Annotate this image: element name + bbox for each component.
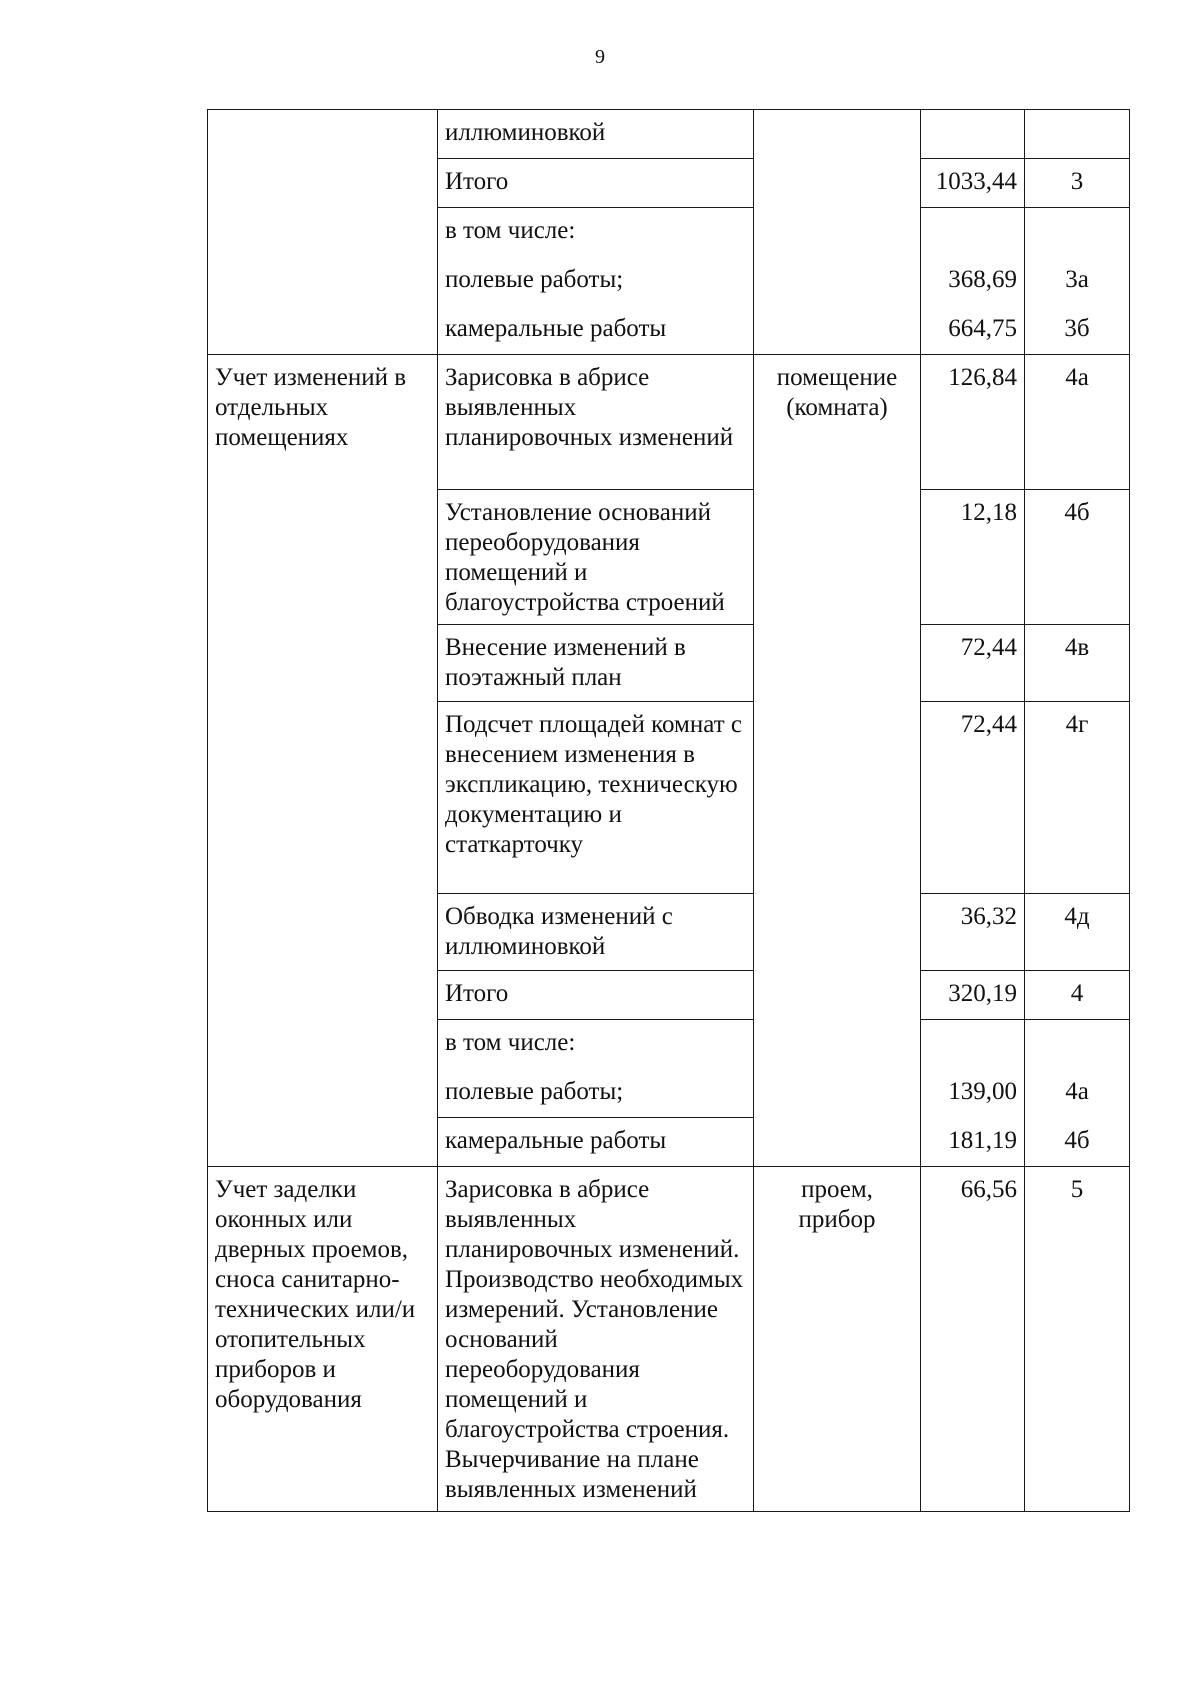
code-cell: 4а xyxy=(1025,355,1130,490)
work-cell: Установление оснований переоборудования помещений и благоустройства строений xyxy=(438,490,754,625)
section-name-cell: Учет изменений в отдельных помещениях xyxy=(208,355,438,1167)
page-number: 9 xyxy=(595,46,605,68)
work-cell: Итого xyxy=(438,971,754,1020)
work-cell: полевые работы; xyxy=(438,1069,754,1118)
value-cell xyxy=(921,110,1025,159)
value-cell: 139,00 xyxy=(921,1069,1025,1118)
value-cell: 320,19 xyxy=(921,971,1025,1020)
tariff-table xyxy=(207,109,1130,1512)
value-cell: 1033,44 xyxy=(921,159,1025,208)
code-cell xyxy=(1025,1020,1130,1069)
value-cell: 72,44 xyxy=(921,702,1025,894)
code-cell: 4б xyxy=(1025,1118,1130,1167)
table-row xyxy=(208,355,1130,490)
table-row xyxy=(208,1167,1130,1512)
value-cell xyxy=(921,208,1025,257)
work-cell: в том числе: xyxy=(438,1020,754,1069)
section-name-cell xyxy=(208,110,438,355)
code-cell: 3б xyxy=(1025,306,1130,355)
value-cell: 66,56 xyxy=(921,1167,1025,1512)
code-cell: 3а xyxy=(1025,257,1130,306)
code-cell: 4а xyxy=(1025,1069,1130,1118)
code-cell: 4б xyxy=(1025,490,1130,625)
table-row xyxy=(208,110,1130,159)
work-cell: Зарисовка в абрисе выявленных планировочных изменений. Производство необходимых измерений. Установление оснований переоборудования помещений и благоустройства строения. Вычерчивание на плане выявленных изменений xyxy=(438,1167,754,1512)
work-cell: полевые работы; xyxy=(438,257,754,306)
value-cell: 664,75 xyxy=(921,306,1025,355)
code-cell xyxy=(1025,208,1130,257)
code-cell: 4в xyxy=(1025,625,1130,702)
code-cell: 3 xyxy=(1025,159,1130,208)
work-cell: камеральные работы xyxy=(438,1118,754,1167)
value-cell: 368,69 xyxy=(921,257,1025,306)
code-cell: 4г xyxy=(1025,702,1130,894)
work-cell: Внесение изменений в поэтажный план xyxy=(438,625,754,702)
value-cell: 126,84 xyxy=(921,355,1025,490)
value-cell: 12,18 xyxy=(921,490,1025,625)
value-cell: 36,32 xyxy=(921,894,1025,971)
unit-cell xyxy=(754,110,921,355)
code-cell: 4д xyxy=(1025,894,1130,971)
code-cell: 4 xyxy=(1025,971,1130,1020)
work-cell: Итого xyxy=(438,159,754,208)
value-cell: 72,44 xyxy=(921,625,1025,702)
value-cell: 181,19 xyxy=(921,1118,1025,1167)
work-cell: Обводка изменений с иллюминовкой xyxy=(438,894,754,971)
work-cell: Зарисовка в абрисе выявленных планировочных изменений xyxy=(438,355,754,490)
unit-cell: помещение (комната) xyxy=(754,355,921,1167)
work-cell: иллюминовкой xyxy=(438,110,754,159)
work-cell: Подсчет площадей комнат с внесением изменения в экспликацию, техническую документацию и статкарточку xyxy=(438,702,754,894)
unit-cell: проем, прибор xyxy=(754,1167,921,1512)
value-cell xyxy=(921,1020,1025,1069)
code-cell: 5 xyxy=(1025,1167,1130,1512)
section-name-cell: Учет заделки оконных или дверных проемов, сноса санитарно-технических или/и отопительных приборов и оборудования xyxy=(208,1167,438,1512)
work-cell: в том числе: xyxy=(438,208,754,257)
code-cell xyxy=(1025,110,1130,159)
work-cell: камеральные работы xyxy=(438,306,754,355)
